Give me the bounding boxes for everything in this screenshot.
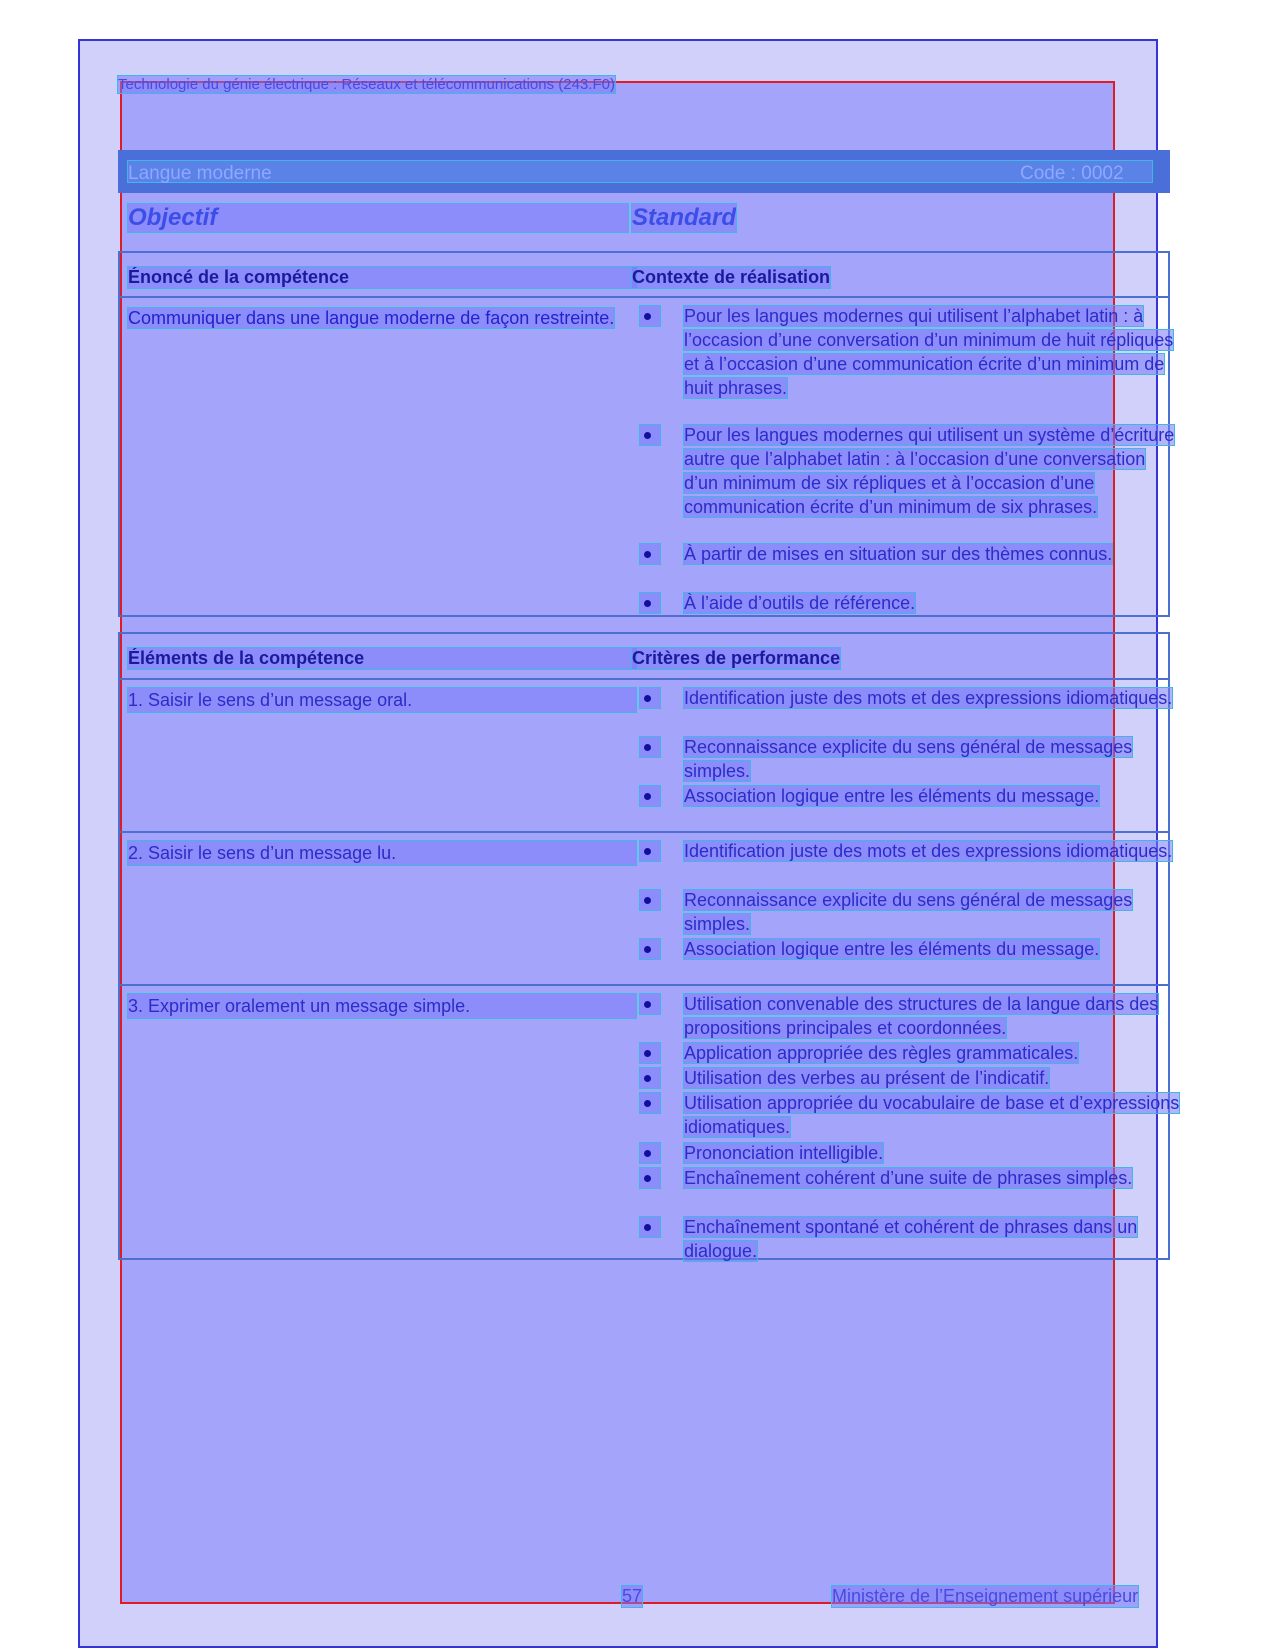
bullet-icon xyxy=(640,737,660,757)
bullet-icon xyxy=(640,593,660,613)
critere-item: Application appropriée des règles grammaticales. xyxy=(640,1041,1160,1065)
bullet-icon xyxy=(640,1217,660,1237)
element-item: 3. Exprimer oralement un message simple. xyxy=(128,994,636,1018)
critere-item: Utilisation appropriée du vocabulaire de base et d’expressions idiomatiques. xyxy=(640,1091,1160,1139)
contexte-item: À l’aide d’outils de référence. xyxy=(640,591,1160,615)
bullet-icon xyxy=(640,1168,660,1188)
bullet-icon xyxy=(640,1043,660,1063)
critere-item: Identification juste des mots et des expressions idiomatiques. xyxy=(640,839,1160,887)
enonce-text: Communiquer dans une langue moderne de façon restreinte. xyxy=(128,308,615,328)
bullet-icon xyxy=(640,1093,660,1113)
performance-table-header-divider xyxy=(118,678,1170,680)
module-code: Code : 0002 xyxy=(1020,163,1124,184)
critere-item: Utilisation convenable des structures de la langue dans des propositions principales et coordonnées. xyxy=(640,992,1160,1040)
element-item: 1. Saisir le sens d’un message oral. xyxy=(128,688,636,712)
element-item: 2. Saisir le sens d’un message lu. xyxy=(128,841,636,865)
bullet-icon xyxy=(640,544,660,564)
critere-item: Enchaînement cohérent d’une suite de phrases simples. xyxy=(640,1166,1160,1214)
critere-item: Identification juste des mots et des expressions idiomatiques. xyxy=(640,686,1160,734)
bullet-icon xyxy=(640,994,660,1014)
critere-item: Utilisation des verbes au présent de l’indicatif. xyxy=(640,1066,1160,1090)
contexte-item: Pour les langues modernes qui utilisent un système d’écriture autre que l’alphabet latin : à l’occasion d’une conversation d’un minimum de six répliques et à l’occasion d’une communication écrite d’un minimum de six phrases. xyxy=(640,423,1160,541)
critere-item: Association logique entre les éléments du message. xyxy=(640,937,1160,985)
criteres-heading: Critères de performance xyxy=(632,648,841,668)
contexte-heading: Contexte de réalisation xyxy=(632,267,831,287)
publisher-footer: Ministère de l’Enseignement supérieur xyxy=(832,1586,1139,1606)
bullet-icon xyxy=(640,306,660,326)
critere-item: Association logique entre les éléments du message. xyxy=(640,784,1160,832)
module-title-bar xyxy=(118,150,1170,193)
standard-heading: Standard xyxy=(632,204,737,231)
page-number: 57 xyxy=(622,1586,643,1606)
bullet-icon xyxy=(640,890,660,910)
critere-item: Prononciation intelligible. xyxy=(640,1141,1160,1165)
elements-heading: Éléments de la compétence xyxy=(128,648,636,669)
running-header: Technologie du génie électrique : Réseaux et télécommunications (243.F0) xyxy=(118,76,615,93)
contexte-item: Pour les langues modernes qui utilisent l’alphabet latin : à l’occasion d’une conversation d’un minimum de huit répliques et à l’occasion d’une communication écrite d’un minimum de huit phrases. xyxy=(640,304,1160,422)
critere-item: Enchaînement spontané et cohérent de phrases dans un dialogue. xyxy=(640,1215,1160,1263)
contexte-item: À partir de mises en situation sur des thèmes connus. xyxy=(640,542,1160,590)
critere-item: Reconnaissance explicite du sens général de messages simples. xyxy=(640,735,1160,783)
module-title: Langue moderne xyxy=(128,163,272,184)
enonce-heading: Énoncé de la compétence xyxy=(128,267,636,288)
critere-item: Reconnaissance explicite du sens général de messages simples. xyxy=(640,888,1160,936)
objectif-heading: Objectif xyxy=(128,204,628,232)
bullet-icon xyxy=(640,786,660,806)
bullet-icon xyxy=(640,841,660,861)
bullet-icon xyxy=(640,425,660,445)
bullet-icon xyxy=(640,939,660,959)
competence-table-header-divider xyxy=(118,296,1170,298)
bullet-icon xyxy=(640,1143,660,1163)
bullet-icon xyxy=(640,1068,660,1088)
bullet-icon xyxy=(640,688,660,708)
